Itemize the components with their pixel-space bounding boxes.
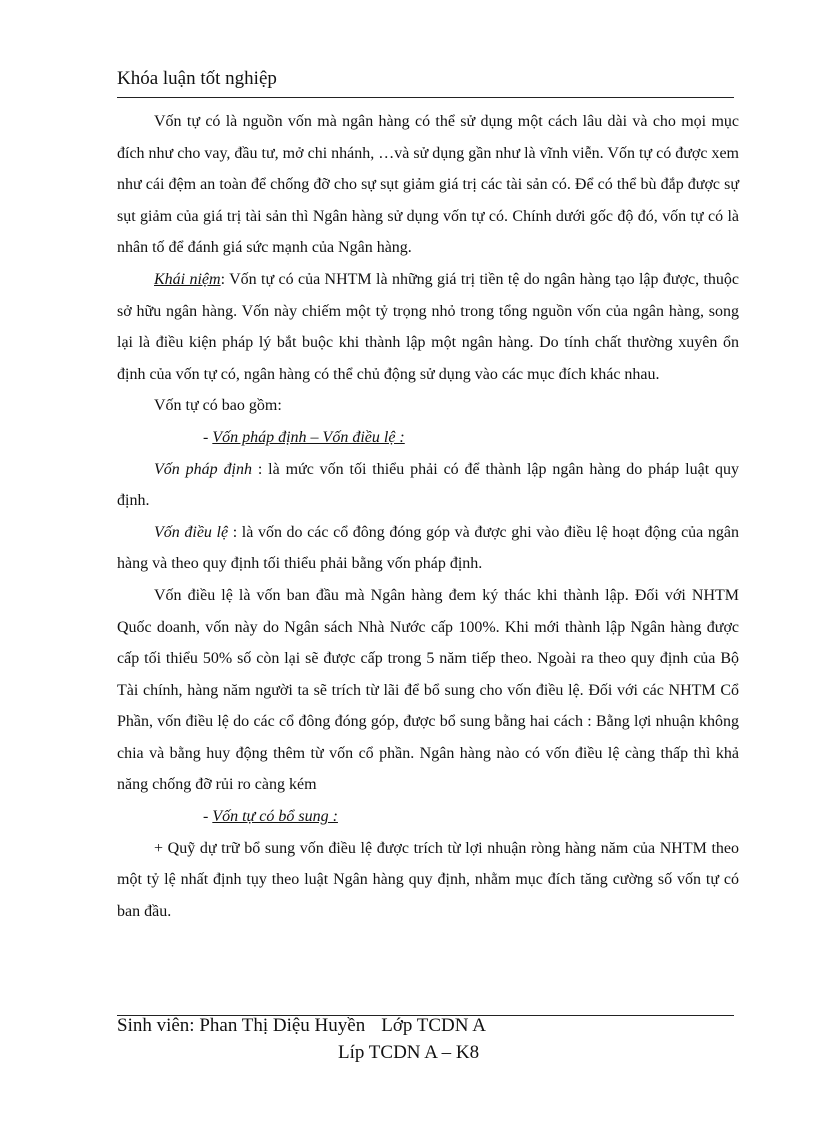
charter-capital-text: : là vốn do các cổ đông đóng góp và được ghi vào điều lệ hoạt động của ngân hàng và theo quy định tối thiểu phải bằng vốn pháp định. <box>117 523 739 573</box>
header-divider <box>117 97 734 98</box>
paragraph-reserve-fund: + Quỹ dự trữ bổ sung vốn điều lệ được trích từ lợi nhuận ròng hàng năm của NHTM theo một tỷ lệ nhất định tụy theo luật Ngân hàng quy định, nhằm mục đích tăng cường số vốn tự có ban đầu. <box>117 839 739 920</box>
charter-capital-term: Vốn điều lệ <box>154 523 229 541</box>
legal-capital-term: Vốn pháp định <box>154 460 252 478</box>
document-body <box>117 106 739 927</box>
page-header-title: Khóa luận tốt nghiệp <box>117 68 277 89</box>
definition-term: Khái niệm <box>154 270 221 288</box>
bullet-supplementary-capital-text: Vốn tự có bổ sung : <box>212 808 338 826</box>
paragraph-components: Vốn tự có bao gồm: <box>154 397 282 415</box>
paragraph-intro: Vốn tự có là nguồn vốn mà ngân hàng có thể sử dụng một cách lâu dài và cho mọi mục đích như cho vay, đầu tư, mở chi nhánh, …và sử dụng gần như là vĩnh viễn. Vốn tự có được xem như cái đệm an toàn để chống đỡ cho sự sụt giảm giá trị các tài sản có. Để có thể bù đắp được sự sụt giảm của giá trị tài sản thì Ngân hàng sử dụng vốn tự có. Chính dưới gốc độ đó, vốn tự có là nhân tố để đánh giá sức mạnh của Ngân hàng. <box>117 113 739 257</box>
footer-student-line <box>117 1013 486 1039</box>
paragraph-legal-capital <box>117 454 739 517</box>
footer-class-inline: Lớp TCDN A <box>381 1015 486 1036</box>
legal-capital-text: : là mức vốn tối thiểu phải có để thành lập ngân hàng do pháp luật quy định. <box>117 460 740 510</box>
paragraph-charter-capital <box>117 517 739 580</box>
definition-text: : Vốn tự có của NHTM là những giá trị tiền tệ do ngân hàng tạo lập được, thuộc sở hữu ngân hàng. Vốn này chiếm một tỷ trọng nhỏ trong tổng nguồn vốn của ngân hàng, song lại là điều kiện pháp lý bắt buộc khi thành lập một ngân hàng. Do tính chất thường xuyên ổn định của vốn tự có, ngân hàng có thể chủ động sử dụng vào các mục đích khác nhau. <box>117 270 740 383</box>
bullet-supplementary-capital <box>117 801 739 833</box>
bullet-legal-capital <box>117 422 739 454</box>
bullet-dash: - <box>203 808 213 826</box>
paragraph-charter-details: Vốn điều lệ là vốn ban đầu mà Ngân hàng đem ký thác khi thành lập. Đối với NHTM Quốc doanh, vốn này do Ngân sách Nhà Nước cấp 100%. Khi mới thành lập Ngân hàng được cấp tối thiểu 50% số còn lại sẽ được cấp trong 5 năm tiếp theo. Ngoài ra theo quy định của Bộ Tài chính, hàng năm người ta sẽ trích từ lãi để bổ sung cho vốn điều lệ. Đối với các NHTM Cổ Phần, vốn điều lệ do các cổ đông đóng góp, được bổ sung bằng hai cách : Bằng lợi nhuận không chia và bằng huy động thêm từ vốn cổ phần. Ngân hàng nào có vốn điều lệ càng thấp thì khả năng chống đỡ rủi ro càng kém <box>117 586 739 794</box>
footer-class-line: Líp TCDN A – K8 <box>338 1042 480 1063</box>
bullet-dash: - <box>203 428 213 446</box>
paragraph-definition <box>117 264 739 390</box>
footer-student-name: Sinh viên: Phan Thị Diệu Huyền <box>117 1015 366 1036</box>
bullet-legal-capital-text: Vốn pháp định – Vốn điều lệ : <box>212 428 405 446</box>
